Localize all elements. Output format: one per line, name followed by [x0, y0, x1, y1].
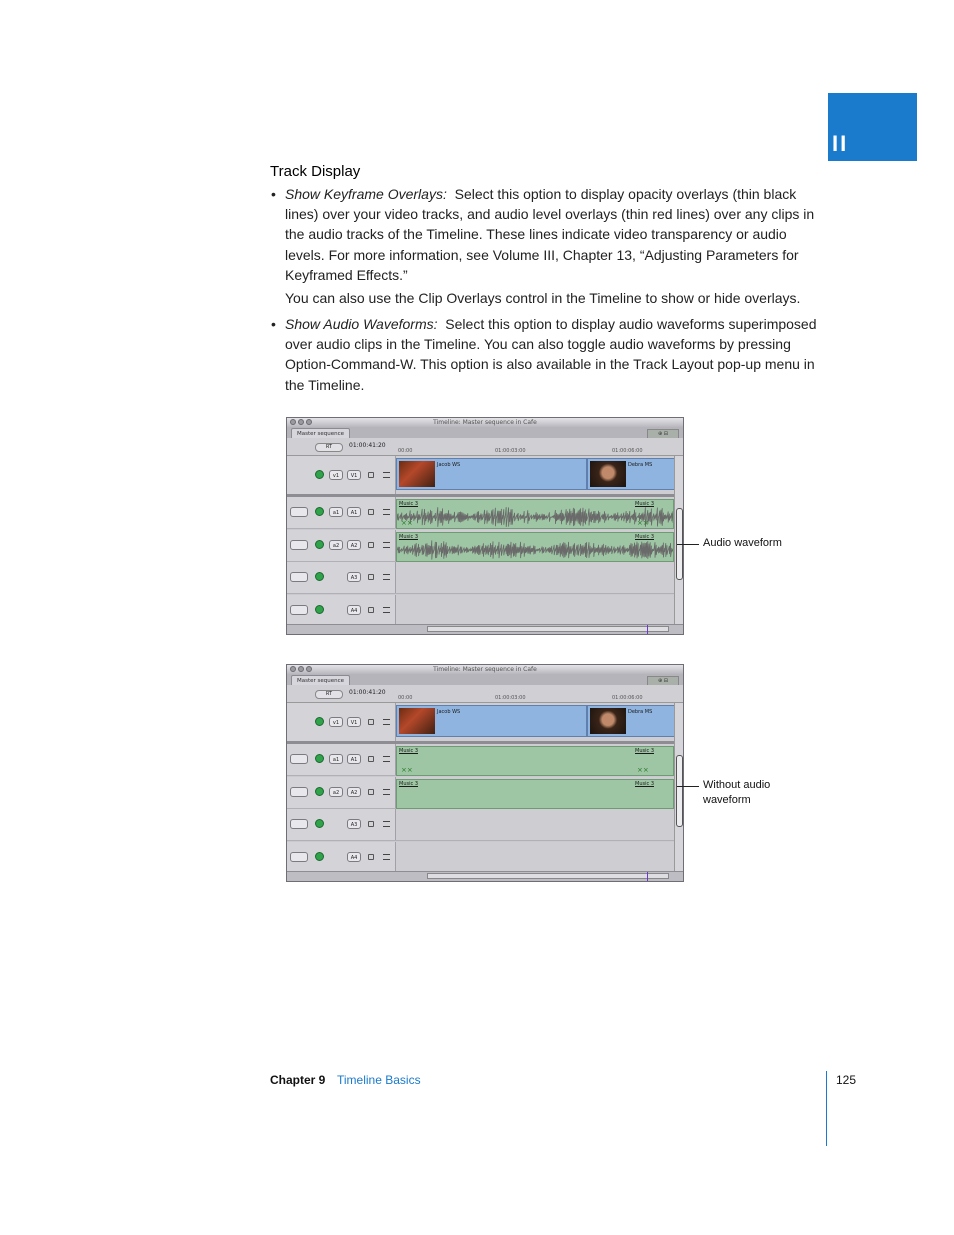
- audio-controls-button[interactable]: [290, 852, 308, 862]
- tab-row: [287, 427, 683, 438]
- track-audible-toggle[interactable]: [315, 852, 324, 861]
- track-audible-toggle[interactable]: [315, 754, 324, 763]
- rt-menu-button[interactable]: RT: [315, 443, 343, 452]
- dest-control-a4[interactable]: A4: [347, 605, 361, 615]
- audio-track-a4: [287, 595, 675, 627]
- clip-name: Debra MS: [628, 709, 653, 715]
- clip-name: Music 3: [635, 501, 654, 507]
- clip-thumbnail: [399, 461, 435, 487]
- audio-controls-button[interactable]: [290, 507, 308, 517]
- audio-track-a1: [287, 497, 675, 529]
- track-audible-toggle[interactable]: [315, 572, 324, 581]
- window-titlebar: [287, 665, 683, 674]
- source-control-a2[interactable]: a2: [329, 787, 343, 797]
- bullet-body: Select this option to display opacity overlays (thin black lines) over your video tracks, and audio level overlays (thin red lines) over any clips in the audio tracks of the Timeline. These lines indicate video transparency or audio levels. For more information, see Volume III, Chapter 13, “Adjusting Parameters for Keyframed Effects.”: [285, 186, 815, 283]
- track-visibility-toggle[interactable]: [315, 717, 324, 726]
- ruler-mark: 01:00:03:00: [495, 448, 526, 454]
- audio-clip[interactable]: [396, 499, 674, 529]
- audio-controls-button[interactable]: [290, 787, 308, 797]
- clip-name: Music 3: [399, 780, 418, 787]
- video-clip[interactable]: [587, 458, 675, 490]
- window-title: Timeline: Master sequence in Cafe: [433, 666, 537, 673]
- track-audible-toggle[interactable]: [315, 787, 324, 796]
- dest-control-a2[interactable]: A2: [347, 787, 361, 797]
- source-control-a1[interactable]: a1: [329, 754, 343, 764]
- dest-control-a4[interactable]: A4: [347, 852, 361, 862]
- timeline-window-no-waveform: [286, 664, 684, 882]
- audio-clip[interactable]: [396, 779, 674, 809]
- video-track-v1: [287, 703, 675, 741]
- source-control-a2[interactable]: a2: [329, 540, 343, 550]
- clip-name: Music 3: [399, 533, 418, 540]
- clip-name: Music 3: [635, 533, 654, 540]
- callout-line: [677, 544, 699, 545]
- audio-track-a2: [287, 530, 675, 562]
- track-header: [287, 777, 396, 808]
- keyframe-marker-icon[interactable]: ⨯⨯: [401, 519, 413, 527]
- audio-track-a3: [287, 809, 675, 841]
- lock-track-icon[interactable]: [368, 574, 374, 580]
- audio-controls-button[interactable]: [290, 572, 308, 582]
- keyframe-marker-icon[interactable]: ⨯⨯: [401, 766, 413, 774]
- waveform-path: [397, 540, 674, 559]
- auto-select-icon[interactable]: [383, 756, 390, 762]
- dest-control-a3[interactable]: A3: [347, 572, 361, 582]
- horizontal-scrollbar[interactable]: [427, 626, 669, 632]
- ruler-mark: 01:00:06:00: [612, 448, 643, 454]
- zoom-control[interactable]: ⊕ ⊟: [647, 676, 679, 686]
- timeline-ruler[interactable]: [287, 685, 683, 703]
- tab-master-sequence[interactable]: Master sequence: [291, 675, 350, 686]
- keyframe-marker-icon[interactable]: ⨯⨯: [637, 766, 649, 774]
- bullet-marker: •: [271, 316, 276, 332]
- zoom-control[interactable]: ⊕ ⊟: [647, 429, 679, 439]
- lock-track-icon[interactable]: [368, 854, 374, 860]
- timeline-bottom-bar: [287, 871, 683, 881]
- clip-name: Music 3: [399, 501, 418, 507]
- ruler-mark: 01:00:03:00: [495, 695, 526, 701]
- keyframe-marker-icon[interactable]: ⨯⨯: [637, 519, 649, 527]
- tab-master-sequence[interactable]: Master sequence: [291, 428, 350, 439]
- clip-thumbnail: [399, 708, 435, 734]
- rt-menu-button[interactable]: RT: [315, 690, 343, 699]
- source-control-v1[interactable]: v1: [329, 470, 343, 480]
- audio-controls-button[interactable]: [290, 540, 308, 550]
- auto-select-icon[interactable]: [383, 607, 390, 613]
- auto-select-icon[interactable]: [383, 789, 390, 795]
- timeline-bottom-bar: [287, 624, 683, 634]
- timeline-ruler[interactable]: [287, 438, 683, 456]
- track-header: [287, 497, 396, 528]
- footer-divider: [826, 1071, 827, 1146]
- auto-select-icon[interactable]: [383, 542, 390, 548]
- track-header: [287, 595, 396, 626]
- video-clip[interactable]: [396, 458, 587, 490]
- audio-track-a4: [287, 842, 675, 874]
- ruler-mark: 01:00:06:00: [612, 695, 643, 701]
- lock-track-icon[interactable]: [368, 719, 374, 725]
- video-clip[interactable]: [587, 705, 675, 737]
- dest-control-v1[interactable]: V1: [347, 717, 361, 727]
- window-titlebar: [287, 418, 683, 427]
- timeline-window-waveform: [286, 417, 684, 635]
- timecode-display[interactable]: 01:00:41:20: [349, 689, 386, 696]
- audio-controls-button[interactable]: [290, 605, 308, 615]
- audio-clip[interactable]: [396, 746, 674, 776]
- auto-select-icon[interactable]: [383, 472, 390, 478]
- clip-name: Debra MS: [628, 462, 653, 468]
- section-title: Track Display: [270, 163, 361, 180]
- auto-select-icon[interactable]: [383, 821, 390, 827]
- audio-controls-button[interactable]: [290, 819, 308, 829]
- lock-track-icon[interactable]: [368, 756, 374, 762]
- clip-name: Music 3: [635, 748, 654, 754]
- bullet-audio-waveforms: [285, 314, 830, 395]
- vertical-scrollbar[interactable]: [674, 703, 683, 872]
- track-audible-toggle[interactable]: [315, 819, 324, 828]
- dest-control-a1[interactable]: A1: [347, 507, 361, 517]
- audio-track-a2: [287, 777, 675, 809]
- auto-select-icon[interactable]: [383, 719, 390, 725]
- bullet-followup: You can also use the Clip Overlays control in the Timeline to show or hide overlays.: [285, 290, 801, 306]
- audio-waveform: [397, 506, 674, 528]
- playhead-marker[interactable]: [647, 625, 648, 634]
- track-header: [287, 809, 396, 840]
- part-tab: [828, 93, 917, 161]
- callout-line: [677, 786, 699, 787]
- auto-select-icon[interactable]: [383, 509, 390, 515]
- dest-control-a2[interactable]: A2: [347, 540, 361, 550]
- lock-track-icon[interactable]: [368, 542, 374, 548]
- callout-without-waveform: Without audio waveform: [703, 779, 771, 806]
- callout-audio-waveform: Audio waveform: [703, 537, 782, 549]
- track-audible-toggle[interactable]: [315, 540, 324, 549]
- track-header: [287, 562, 396, 593]
- lock-track-icon[interactable]: [368, 821, 374, 827]
- playhead-marker[interactable]: [647, 872, 648, 881]
- track-header: [287, 744, 396, 775]
- window-title: Timeline: Master sequence in Cafe: [433, 419, 537, 426]
- audio-waveform: [397, 539, 674, 561]
- audio-track-a1: [287, 744, 675, 776]
- source-control-v1[interactable]: v1: [329, 717, 343, 727]
- video-clip[interactable]: [396, 705, 587, 737]
- audio-controls-button[interactable]: [290, 754, 308, 764]
- lock-track-icon[interactable]: [368, 607, 374, 613]
- timecode-display[interactable]: 01:00:41:20: [349, 442, 386, 449]
- clip-name: Music 3: [635, 780, 654, 787]
- track-audible-toggle[interactable]: [315, 507, 324, 516]
- tab-row: [287, 674, 683, 685]
- clip-thumbnail: [590, 461, 626, 487]
- bullet-term: Show Audio Waveforms:: [285, 316, 438, 332]
- footer-chapter-title: Timeline Basics: [337, 1073, 421, 1087]
- audio-track-a3: [287, 562, 675, 594]
- vertical-scrollbar[interactable]: [674, 456, 683, 625]
- lock-track-icon[interactable]: [368, 472, 374, 478]
- video-track-v1: [287, 456, 675, 494]
- bullet-marker: •: [271, 186, 276, 202]
- track-header: [287, 530, 396, 561]
- footer-chapter: Chapter 9: [270, 1073, 326, 1087]
- part-tab-label: II: [832, 131, 849, 156]
- clip-name: Jacob WS: [437, 462, 461, 468]
- clip-thumbnail: [590, 708, 626, 734]
- track-header: [287, 703, 396, 741]
- ruler-mark: 00:00: [398, 448, 413, 454]
- dest-control-a1[interactable]: A1: [347, 754, 361, 764]
- page-number: 125: [836, 1073, 857, 1087]
- audio-clip[interactable]: [396, 532, 674, 562]
- clip-name: Music 3: [399, 748, 418, 754]
- track-audible-toggle[interactable]: [315, 605, 324, 614]
- track-header: [287, 842, 396, 873]
- dest-control-v1[interactable]: V1: [347, 470, 361, 480]
- bullet-body: Select this option to display audio waveforms superimposed over audio clips in the Timeline. You can also toggle audio waveforms by pressing Option-Command-W. This option is also available in the Track Layout pop-up menu in the Timeline.: [285, 316, 817, 393]
- track-visibility-toggle[interactable]: [315, 470, 324, 479]
- dest-control-a3[interactable]: A3: [347, 819, 361, 829]
- scrollbar-thumb[interactable]: [676, 755, 683, 827]
- auto-select-icon[interactable]: [383, 854, 390, 860]
- auto-select-icon[interactable]: [383, 574, 390, 580]
- clip-name: Jacob WS: [437, 709, 461, 715]
- bullet-term: Show Keyframe Overlays:: [285, 186, 447, 202]
- horizontal-scrollbar[interactable]: [427, 873, 669, 879]
- ruler-mark: 00:00: [398, 695, 413, 701]
- lock-track-icon[interactable]: [368, 509, 374, 515]
- lock-track-icon[interactable]: [368, 789, 374, 795]
- source-control-a1[interactable]: a1: [329, 507, 343, 517]
- bullet-keyframe-overlays: [285, 184, 830, 285]
- track-header: [287, 456, 396, 494]
- waveform-path: [397, 507, 674, 527]
